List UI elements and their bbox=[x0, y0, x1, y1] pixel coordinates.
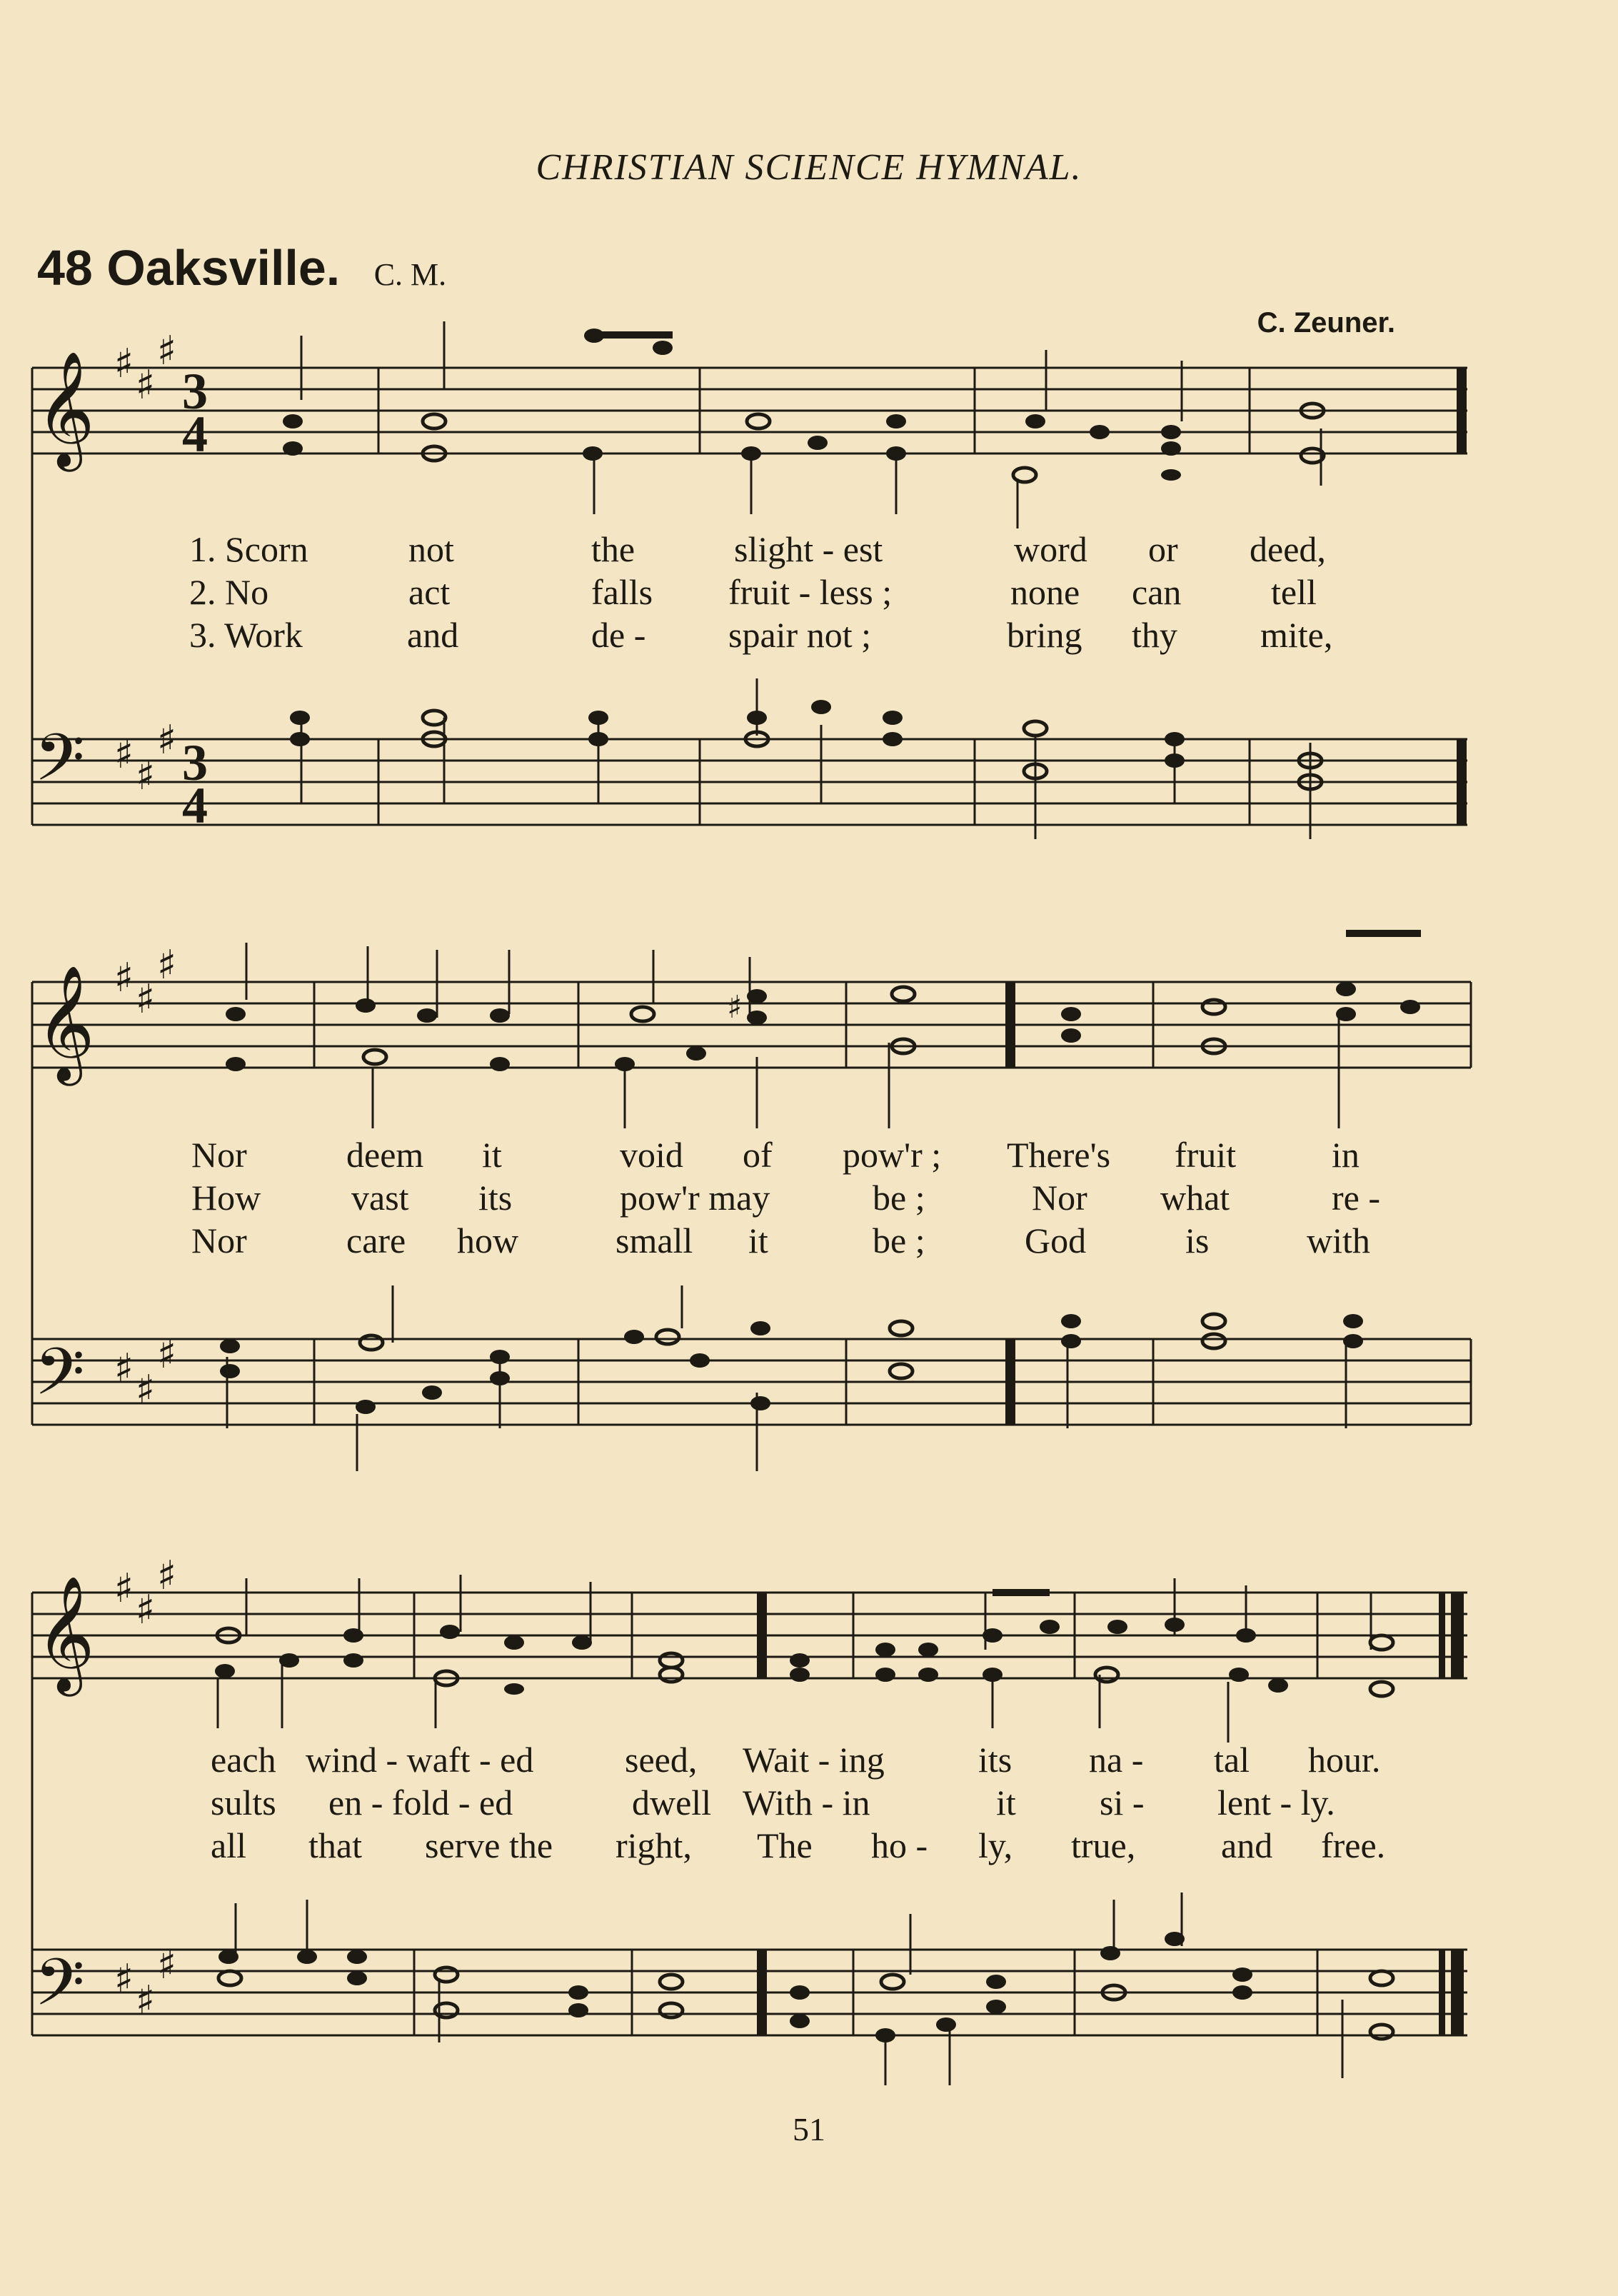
svg-text:♯: ♯ bbox=[157, 942, 177, 988]
syllable: or bbox=[1148, 529, 1178, 569]
svg-text:𝄢: 𝄢 bbox=[34, 1334, 85, 1425]
lyric-line-verse-1 bbox=[0, 528, 1618, 571]
syllable: and bbox=[407, 615, 459, 655]
syllable: slight - est bbox=[734, 529, 883, 569]
svg-text:♯: ♯ bbox=[114, 341, 134, 387]
syllable: the bbox=[591, 529, 635, 569]
syllable: si - bbox=[1100, 1783, 1145, 1823]
svg-text:♯: ♯ bbox=[136, 1367, 156, 1413]
syllable: bring bbox=[1007, 615, 1082, 655]
lyric-line-verse-2 bbox=[0, 1782, 1618, 1825]
syllable: small bbox=[615, 1220, 693, 1260]
syllable: en - fold - ed bbox=[328, 1783, 513, 1823]
svg-text:4: 4 bbox=[182, 777, 208, 834]
svg-text:𝄞: 𝄞 bbox=[36, 351, 95, 467]
syllable: pow'r ; bbox=[843, 1135, 942, 1175]
svg-text:𝄢: 𝄢 bbox=[34, 720, 85, 811]
svg-text:♯: ♯ bbox=[157, 328, 177, 374]
running-head: CHRISTIAN SCIENCE HYMNAL. bbox=[536, 147, 1082, 188]
syllable: act bbox=[408, 572, 451, 612]
syllable: tal bbox=[1214, 1740, 1250, 1780]
svg-text:♯: ♯ bbox=[727, 989, 743, 1026]
svg-text:♯: ♯ bbox=[114, 1565, 134, 1612]
syllable: de - bbox=[591, 615, 646, 655]
svg-text:4: 4 bbox=[182, 406, 208, 463]
syllable: can bbox=[1132, 572, 1182, 612]
syllable: seed, bbox=[625, 1740, 698, 1780]
meter: C. M. bbox=[373, 257, 447, 292]
music-system-1 bbox=[0, 0, 1618, 857]
syllable: deem bbox=[346, 1135, 424, 1175]
syllable: how bbox=[457, 1220, 519, 1260]
syllable: thy bbox=[1132, 615, 1177, 655]
syllable: be ; bbox=[873, 1178, 925, 1218]
hymn-number: 48 bbox=[37, 240, 93, 296]
syllable: right, bbox=[615, 1825, 692, 1865]
syllable: mite, bbox=[1260, 615, 1333, 655]
syllable: The bbox=[757, 1825, 813, 1865]
syllable: its bbox=[478, 1178, 513, 1218]
lyric-line-verse-3 bbox=[0, 614, 1618, 657]
syllable: it bbox=[748, 1220, 768, 1260]
svg-text:♯: ♯ bbox=[114, 1956, 134, 2002]
syllable: free. bbox=[1321, 1825, 1386, 1865]
syllable: deed, bbox=[1250, 529, 1326, 569]
syllable: ho - bbox=[871, 1825, 928, 1865]
syllable: each bbox=[211, 1740, 276, 1780]
syllable: ly, bbox=[978, 1825, 1013, 1865]
syllable: fruit - less ; bbox=[728, 572, 893, 612]
lyric-line-verse-3 bbox=[0, 1825, 1618, 1868]
syllable: in bbox=[1332, 1135, 1360, 1175]
svg-text:3: 3 bbox=[182, 363, 208, 420]
syllable: lent - ly. bbox=[1217, 1783, 1335, 1823]
lyric-line-verse-1 bbox=[0, 1134, 1618, 1177]
syllable: it bbox=[482, 1135, 502, 1175]
lyric-line-verse-2 bbox=[0, 571, 1618, 614]
svg-text:♯: ♯ bbox=[114, 1345, 134, 1392]
svg-text:𝄞: 𝄞 bbox=[36, 1575, 95, 1692]
syllable: void bbox=[620, 1135, 683, 1175]
lyric-line-verse-3 bbox=[0, 1220, 1618, 1263]
syllable: How bbox=[191, 1178, 261, 1218]
syllable: serve the bbox=[425, 1825, 553, 1865]
svg-text:♯: ♯ bbox=[136, 976, 156, 1023]
svg-text:♯: ♯ bbox=[114, 955, 134, 1001]
syllable: be ; bbox=[873, 1220, 925, 1260]
syllable: what bbox=[1160, 1178, 1230, 1218]
syllable: dwell bbox=[632, 1783, 712, 1823]
syllable: God bbox=[1025, 1220, 1087, 1260]
svg-text:♯: ♯ bbox=[157, 1553, 177, 1599]
syllable: that bbox=[308, 1825, 362, 1865]
syllable: is bbox=[1185, 1220, 1210, 1260]
syllable: its bbox=[978, 1740, 1012, 1780]
tune-name: Oaksville. bbox=[106, 240, 341, 296]
svg-text:3: 3 bbox=[182, 734, 208, 791]
syllable: care bbox=[346, 1220, 406, 1260]
syllable: not bbox=[408, 529, 454, 569]
syllable: spair not ; bbox=[728, 615, 871, 655]
page-number: 51 bbox=[793, 2111, 825, 2147]
syllable: There's bbox=[1007, 1135, 1111, 1175]
syllable: pow'r may bbox=[620, 1178, 770, 1218]
syllable: none bbox=[1010, 572, 1080, 612]
syllable: falls bbox=[591, 572, 653, 612]
svg-text:𝄢: 𝄢 bbox=[34, 1945, 85, 2036]
composer: C. Zeuner. bbox=[1257, 307, 1395, 339]
syllable: Nor bbox=[191, 1135, 247, 1175]
svg-text:♯: ♯ bbox=[136, 753, 156, 799]
syllable: and bbox=[1221, 1825, 1273, 1865]
syllable: it bbox=[996, 1783, 1016, 1823]
syllable: sults bbox=[211, 1783, 276, 1823]
syllable: 2. No bbox=[189, 572, 269, 612]
svg-text:𝄞: 𝄞 bbox=[36, 965, 95, 1081]
svg-text:♯: ♯ bbox=[136, 362, 156, 408]
syllable: tell bbox=[1271, 572, 1317, 612]
syllable: hour. bbox=[1308, 1740, 1381, 1780]
svg-text:♯: ♯ bbox=[157, 1942, 177, 1988]
syllable: 3. Work bbox=[189, 615, 303, 655]
lyric-line-verse-1 bbox=[0, 1739, 1618, 1782]
syllable: all bbox=[211, 1825, 246, 1865]
syllable: fruit bbox=[1175, 1135, 1237, 1175]
syllable: with bbox=[1307, 1220, 1370, 1260]
syllable: true, bbox=[1071, 1825, 1136, 1865]
svg-text:♯: ♯ bbox=[114, 731, 134, 778]
syllable: With - in bbox=[743, 1783, 870, 1823]
svg-text:♯: ♯ bbox=[136, 1977, 156, 2024]
lyric-line-verse-2 bbox=[0, 1177, 1618, 1220]
svg-text:♯: ♯ bbox=[157, 1331, 177, 1378]
syllable: word bbox=[1014, 529, 1087, 569]
svg-text:♯: ♯ bbox=[157, 717, 177, 763]
syllable: Nor bbox=[1032, 1178, 1087, 1218]
svg-text:♯: ♯ bbox=[136, 1587, 156, 1633]
syllable: wind - waft - ed bbox=[306, 1740, 534, 1780]
syllable: na - bbox=[1089, 1740, 1144, 1780]
syllable: of bbox=[743, 1135, 773, 1175]
syllable: re - bbox=[1332, 1178, 1380, 1218]
syllable: vast bbox=[351, 1178, 409, 1218]
syllable: Nor bbox=[191, 1220, 247, 1260]
syllable: Wait - ing bbox=[743, 1740, 885, 1780]
syllable: 1. Scorn bbox=[189, 529, 308, 569]
staff-notation-1 bbox=[0, 0, 1618, 857]
